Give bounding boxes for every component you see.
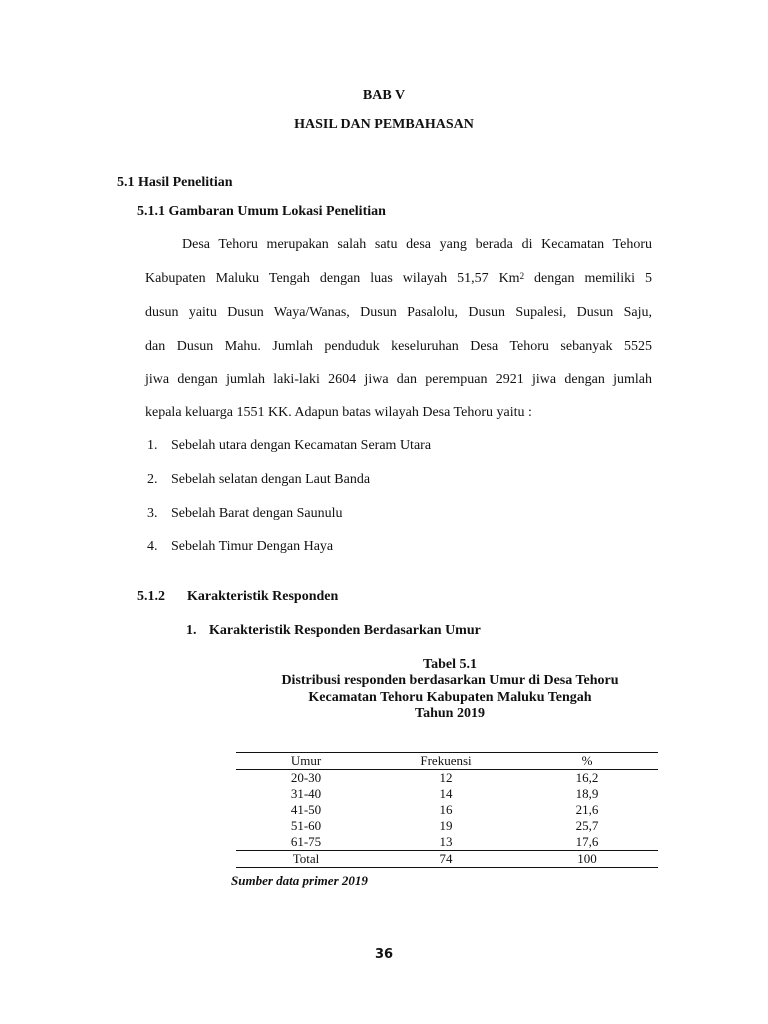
cell-frekuensi: 14 bbox=[439, 786, 453, 801]
list-item-number: 4. bbox=[147, 539, 158, 554]
table-source: Sumber data primer 2019 bbox=[231, 873, 368, 888]
page-number: 36 bbox=[374, 947, 394, 962]
cell-percent: 25,7 bbox=[575, 818, 599, 833]
table-label: Tabel 5.1 bbox=[423, 657, 477, 672]
paragraph-line bbox=[145, 271, 652, 287]
list-item: Sebelah Barat dengan Saunulu bbox=[171, 506, 343, 521]
table-caption-line: Distribusi responden berdasarkan Umur di Desa Tehoru bbox=[281, 673, 619, 688]
list-item: Sebelah selatan dengan Laut Banda bbox=[171, 472, 371, 487]
cell-frekuensi: 13 bbox=[439, 834, 453, 849]
cell-umur: 41-50 bbox=[290, 802, 322, 817]
cell-umur: 20-30 bbox=[290, 770, 322, 785]
column-header-umur: Umur bbox=[236, 753, 376, 770]
cell-percent: 21,6 bbox=[575, 802, 599, 817]
cell-frekuensi: 19 bbox=[439, 818, 453, 833]
subsubsection-number: 1. bbox=[186, 623, 197, 638]
table-caption-line: Tahun 2019 bbox=[415, 706, 485, 721]
column-header-frekuensi: Frekuensi bbox=[376, 753, 516, 770]
list-item: Sebelah utara dengan Kecamatan Seram Utara bbox=[171, 438, 432, 453]
list-item-number: 1. bbox=[147, 438, 158, 453]
paragraph-line: jiwa dengan jumlah laki-laki 2604 jiwa dan perempuan 2921 jiwa dengan jumlah bbox=[145, 372, 652, 387]
cell-total-frekuensi: 74 bbox=[376, 851, 516, 868]
cell-percent: 18,9 bbox=[575, 786, 599, 801]
table-row bbox=[236, 834, 658, 851]
column-header-percent: % bbox=[516, 753, 658, 770]
section-heading: 5.1 Hasil Penelitian bbox=[117, 175, 233, 190]
cell-percent: 16,2 bbox=[575, 770, 599, 785]
paragraph-line: dan Dusun Mahu. Jumlah penduduk keseluruhan Desa Tehoru sebanyak 5525 bbox=[145, 339, 652, 354]
cell-total-percent: 100 bbox=[516, 851, 658, 868]
cell-umur: 51-60 bbox=[290, 818, 322, 833]
paragraph-line: kepala keluarga 1551 KK. Adapun batas wilayah Desa Tehoru yaitu : bbox=[145, 405, 532, 420]
table-row bbox=[236, 802, 658, 818]
cell-frekuensi: 12 bbox=[439, 770, 453, 785]
paragraph-text: Kabupaten Maluku Tengah dengan luas wilayah 51,57 Km bbox=[145, 271, 520, 286]
chapter-number: BAB V bbox=[362, 88, 406, 103]
chapter-title: HASIL DAN PEMBAHASAN bbox=[294, 117, 474, 132]
table-total-row bbox=[236, 851, 658, 868]
table-caption-line: Kecamatan Tehoru Kabupaten Maluku Tengah bbox=[308, 690, 592, 705]
subsection2-number: 5.1.2 bbox=[137, 589, 165, 604]
age-distribution-table bbox=[236, 752, 658, 868]
paragraph-text: dengan memiliki 5 bbox=[524, 271, 652, 286]
list-item-number: 3. bbox=[147, 506, 158, 521]
table-row bbox=[236, 770, 658, 787]
cell-umur: 31-40 bbox=[290, 786, 322, 801]
superscript: 2 bbox=[519, 271, 525, 281]
table-row bbox=[236, 818, 658, 834]
subsection2-title: Karakteristik Responden bbox=[187, 589, 339, 604]
cell-frekuensi: 16 bbox=[439, 802, 453, 817]
cell-umur: 61-75 bbox=[290, 834, 322, 849]
list-item-number: 2. bbox=[147, 472, 158, 487]
cell-total-label: Total bbox=[236, 851, 376, 868]
table-header-row bbox=[236, 753, 658, 770]
paragraph-line: dusun yaitu Dusun Waya/Wanas, Dusun Pasalolu, Dusun Supalesi, Dusun Saju, bbox=[145, 305, 652, 320]
subsubsection-title: Karakteristik Responden Berdasarkan Umur bbox=[209, 623, 481, 638]
subsection-heading: 5.1.1 Gambaran Umum Lokasi Penelitian bbox=[137, 204, 386, 219]
paragraph-line: Desa Tehoru merupakan salah satu desa yang berada di Kecamatan Tehoru bbox=[182, 237, 652, 252]
cell-percent: 17,6 bbox=[575, 834, 599, 849]
list-item: Sebelah Timur Dengan Haya bbox=[171, 539, 334, 554]
table-row bbox=[236, 786, 658, 802]
